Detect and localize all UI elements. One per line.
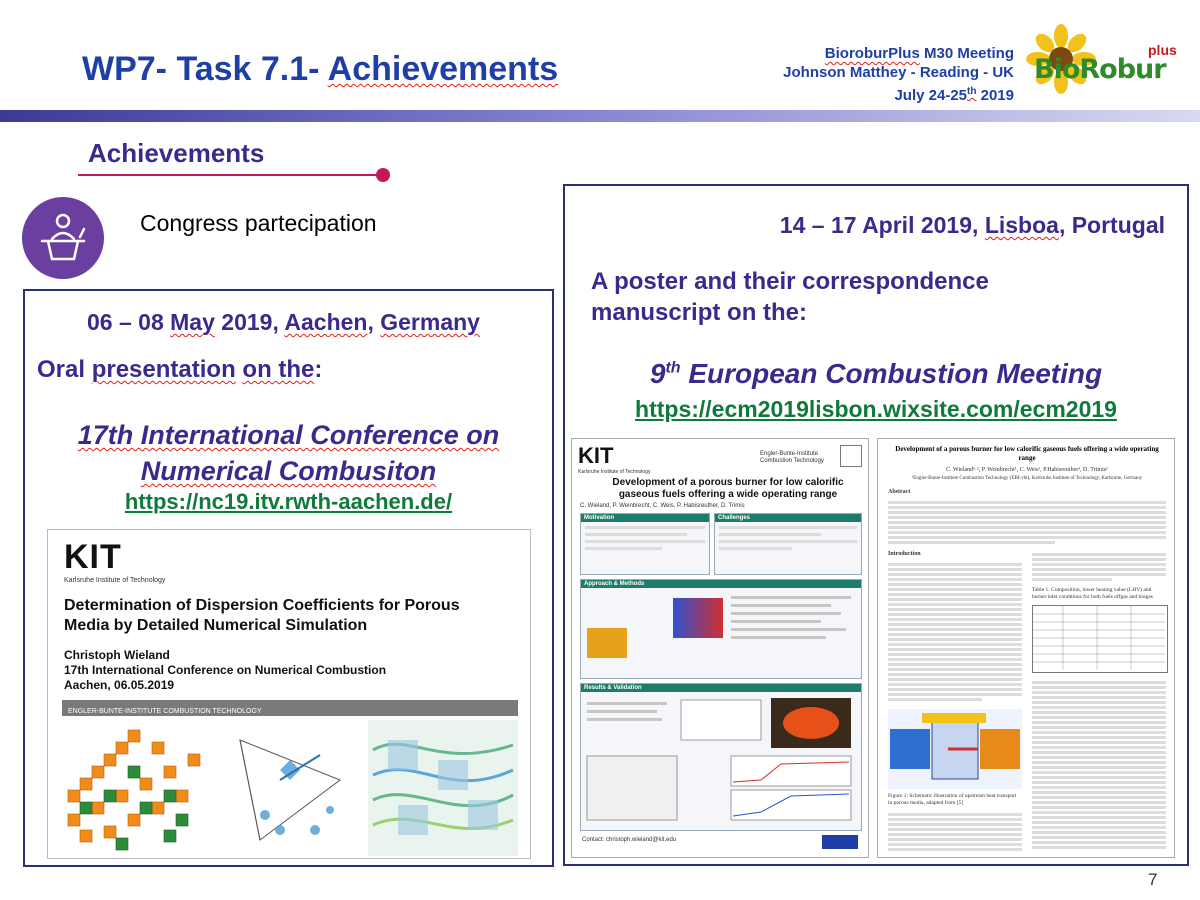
manuscript-abstract-heading: Abstract [888, 489, 911, 495]
right-date-city: Lisboa [984, 212, 1059, 238]
left-congress-box [23, 289, 554, 867]
left-date-city: Aachen [284, 309, 368, 335]
meeting-dates: July 24-25 [894, 87, 967, 104]
poster-section-challenges-heading: Challenges [715, 514, 861, 522]
manuscript-table-grid [1033, 606, 1165, 670]
meeting-dates-sup: th [967, 86, 977, 97]
manuscript-table [1032, 605, 1168, 673]
manuscript-table-caption: Table 1: Composition, lower heating value (LHV) and burner inlet conditions for both fuels offgas and biogas [1032, 587, 1153, 600]
ecm-number: 9 [649, 358, 666, 389]
congress-label: Congress partecipation [140, 210, 377, 236]
poster-kit-logo-text: KIT [578, 443, 614, 468]
right-congress-box [563, 184, 1189, 866]
manuscript-figure-caption: Figure 1: Schematic illustration of upstream heat transport in porous media, adapted from [5] [888, 793, 1017, 806]
poster-approach-graphic [581, 588, 861, 676]
page-number: 7 [1148, 870, 1158, 889]
slide-title-prefix: WP7- Task 7.1- [82, 50, 328, 88]
slide-illustrations [62, 720, 518, 856]
manuscript-abstract-body [888, 499, 1166, 546]
ecm-url-link[interactable]: https://ecm2019lisbon.wixsite.com/ecm2019 [635, 396, 1117, 422]
ecm-title: European Combustion Meeting [680, 358, 1103, 389]
poster-thumbnail [571, 438, 869, 858]
right-date [780, 212, 1165, 239]
manuscript-authors: C. Wieland¹·², P. Weinbrecht¹, C. Weis¹, P.Habisreuther¹, D. Trimis¹ [946, 467, 1108, 473]
slide-title [82, 50, 558, 89]
slide-author: Christoph Wieland [64, 648, 170, 662]
presenter-podium-icon [22, 197, 104, 279]
manuscript-col-left-bottom [888, 811, 1022, 853]
poster-title: Development of a porous burner for low calorific gaseous fuels offering a wide operating range [612, 477, 844, 500]
presentation-slide-thumbnail [47, 529, 531, 859]
slide-conference: 17th International Conference on Numerical Combustion [64, 663, 387, 677]
header-divider-bar [0, 110, 1200, 122]
manuscript-col-left [888, 561, 1022, 703]
right-date-rest: , Portugal [1058, 212, 1165, 238]
meeting-line-1 [740, 44, 1014, 63]
logo-main-text: BioRobur [1034, 54, 1166, 85]
left-date [87, 309, 480, 336]
slide-place-date: Aachen, 06.05.2019 [64, 678, 175, 692]
manuscript-affiliation: ¹Engler-Bunte-Institute Combustion Technology (EBI-vbt), Karlsruhe Institute of Technology, Karlsruhe, Germany [911, 476, 1143, 481]
poster-section-challenges [714, 513, 862, 575]
poster-section-motivation-heading: Motivation [581, 514, 709, 522]
poster-authors: C. Wieland, P. Weinbrecht, C. Weis, P. Habisreuther, D. Trimis [580, 503, 745, 509]
poster-ebi-logo-icon [840, 445, 862, 467]
conference-name-line-1: 17th International Conference on [77, 420, 500, 450]
meeting-info [740, 44, 1014, 105]
oral-presentation-line [37, 356, 322, 384]
section-heading-dot [376, 168, 390, 182]
poster-institute: Engler-Bunte-Institute Combustion Technology [760, 451, 824, 464]
on-the-word: on the [242, 356, 315, 383]
manuscript-thumbnail [877, 438, 1175, 858]
meeting-line-2: Johnson Matthey - Reading - UK [783, 64, 1014, 81]
presentation-word: presentation [91, 356, 236, 383]
poster-eu-flag-icon [822, 835, 858, 849]
biorobur-logo [1026, 24, 1186, 104]
meeting-label: M30 Meeting [919, 45, 1014, 62]
slide-title-underlined: Achievements [327, 50, 559, 88]
poster-description-line-2: manuscript on the: [591, 299, 808, 326]
poster-description-line-1: A poster and their correspondence [591, 268, 989, 295]
poster-description [591, 266, 989, 328]
slide-institute-band [62, 700, 518, 716]
oral-word: Oral [37, 356, 92, 383]
manuscript-figure [888, 709, 1022, 789]
slide-images-strip [62, 720, 518, 856]
oral-colon: : [314, 356, 323, 383]
left-date-prefix: 06 – 08 [87, 309, 171, 335]
meeting-line-3 [740, 82, 1014, 105]
section-heading: Achievements [88, 138, 265, 168]
poster-contact: Contact: christoph.wieland@kit.edu [582, 837, 677, 843]
meeting-year: 2019 [976, 87, 1014, 104]
conference-url-link[interactable]: https://nc19.itv.rwth-aachen.de/ [124, 489, 453, 514]
manuscript-col-right [1032, 551, 1166, 583]
manuscript-intro-heading: Introduction [888, 551, 921, 557]
conference-name [25, 417, 552, 489]
slide-kit-logo-text: KIT [64, 538, 122, 576]
slide-kit-logo-sub: Karlsruhe Institute of Technology [64, 577, 166, 584]
poster-section-results-heading: Results & Validation [581, 684, 861, 692]
ecm-name [565, 358, 1187, 390]
right-date-prefix: 14 – 17 April 2019, [779, 212, 985, 238]
manuscript-title: Development of a porous burner for low calorific gaseous fuels offering a wide operating range [895, 445, 1159, 462]
logo-plus-text: plus [1148, 42, 1177, 58]
manuscript-figure-graphic [888, 709, 1022, 789]
slide-institute-text: ENGLER-BUNTE-INSTITUTE COMBUSTION TECHNOLOGY [68, 708, 262, 715]
conference-name-line-2: Numerical Combusiton [140, 456, 437, 486]
slide-title-text: Determination of Dispersion Coefficients for Porous Media by Detailed Numerical Simulation [64, 597, 460, 634]
ecm-number-sup: th [665, 359, 681, 377]
logo-text [1034, 54, 1166, 85]
poster-section-approach-heading: Approach & Methods [581, 580, 861, 588]
poster-section-approach [580, 579, 862, 679]
left-date-country: Germany [380, 309, 480, 335]
meeting-project-name: BioroburPlus [824, 45, 920, 62]
slide-kit-logo [64, 538, 165, 584]
manuscript-col-right-body [1032, 679, 1166, 851]
left-date-sep: , [367, 309, 381, 335]
poster-section-motivation [580, 513, 710, 575]
poster-kit-logo [578, 443, 650, 476]
section-heading-underline [78, 174, 383, 176]
poster-section-results [580, 683, 862, 831]
poster-kit-logo-sub: Karlsruhe Institute of Technology [578, 469, 651, 475]
left-date-year: 2019, [214, 309, 285, 335]
poster-results-graphic [581, 692, 861, 828]
left-date-month: May [170, 309, 215, 335]
